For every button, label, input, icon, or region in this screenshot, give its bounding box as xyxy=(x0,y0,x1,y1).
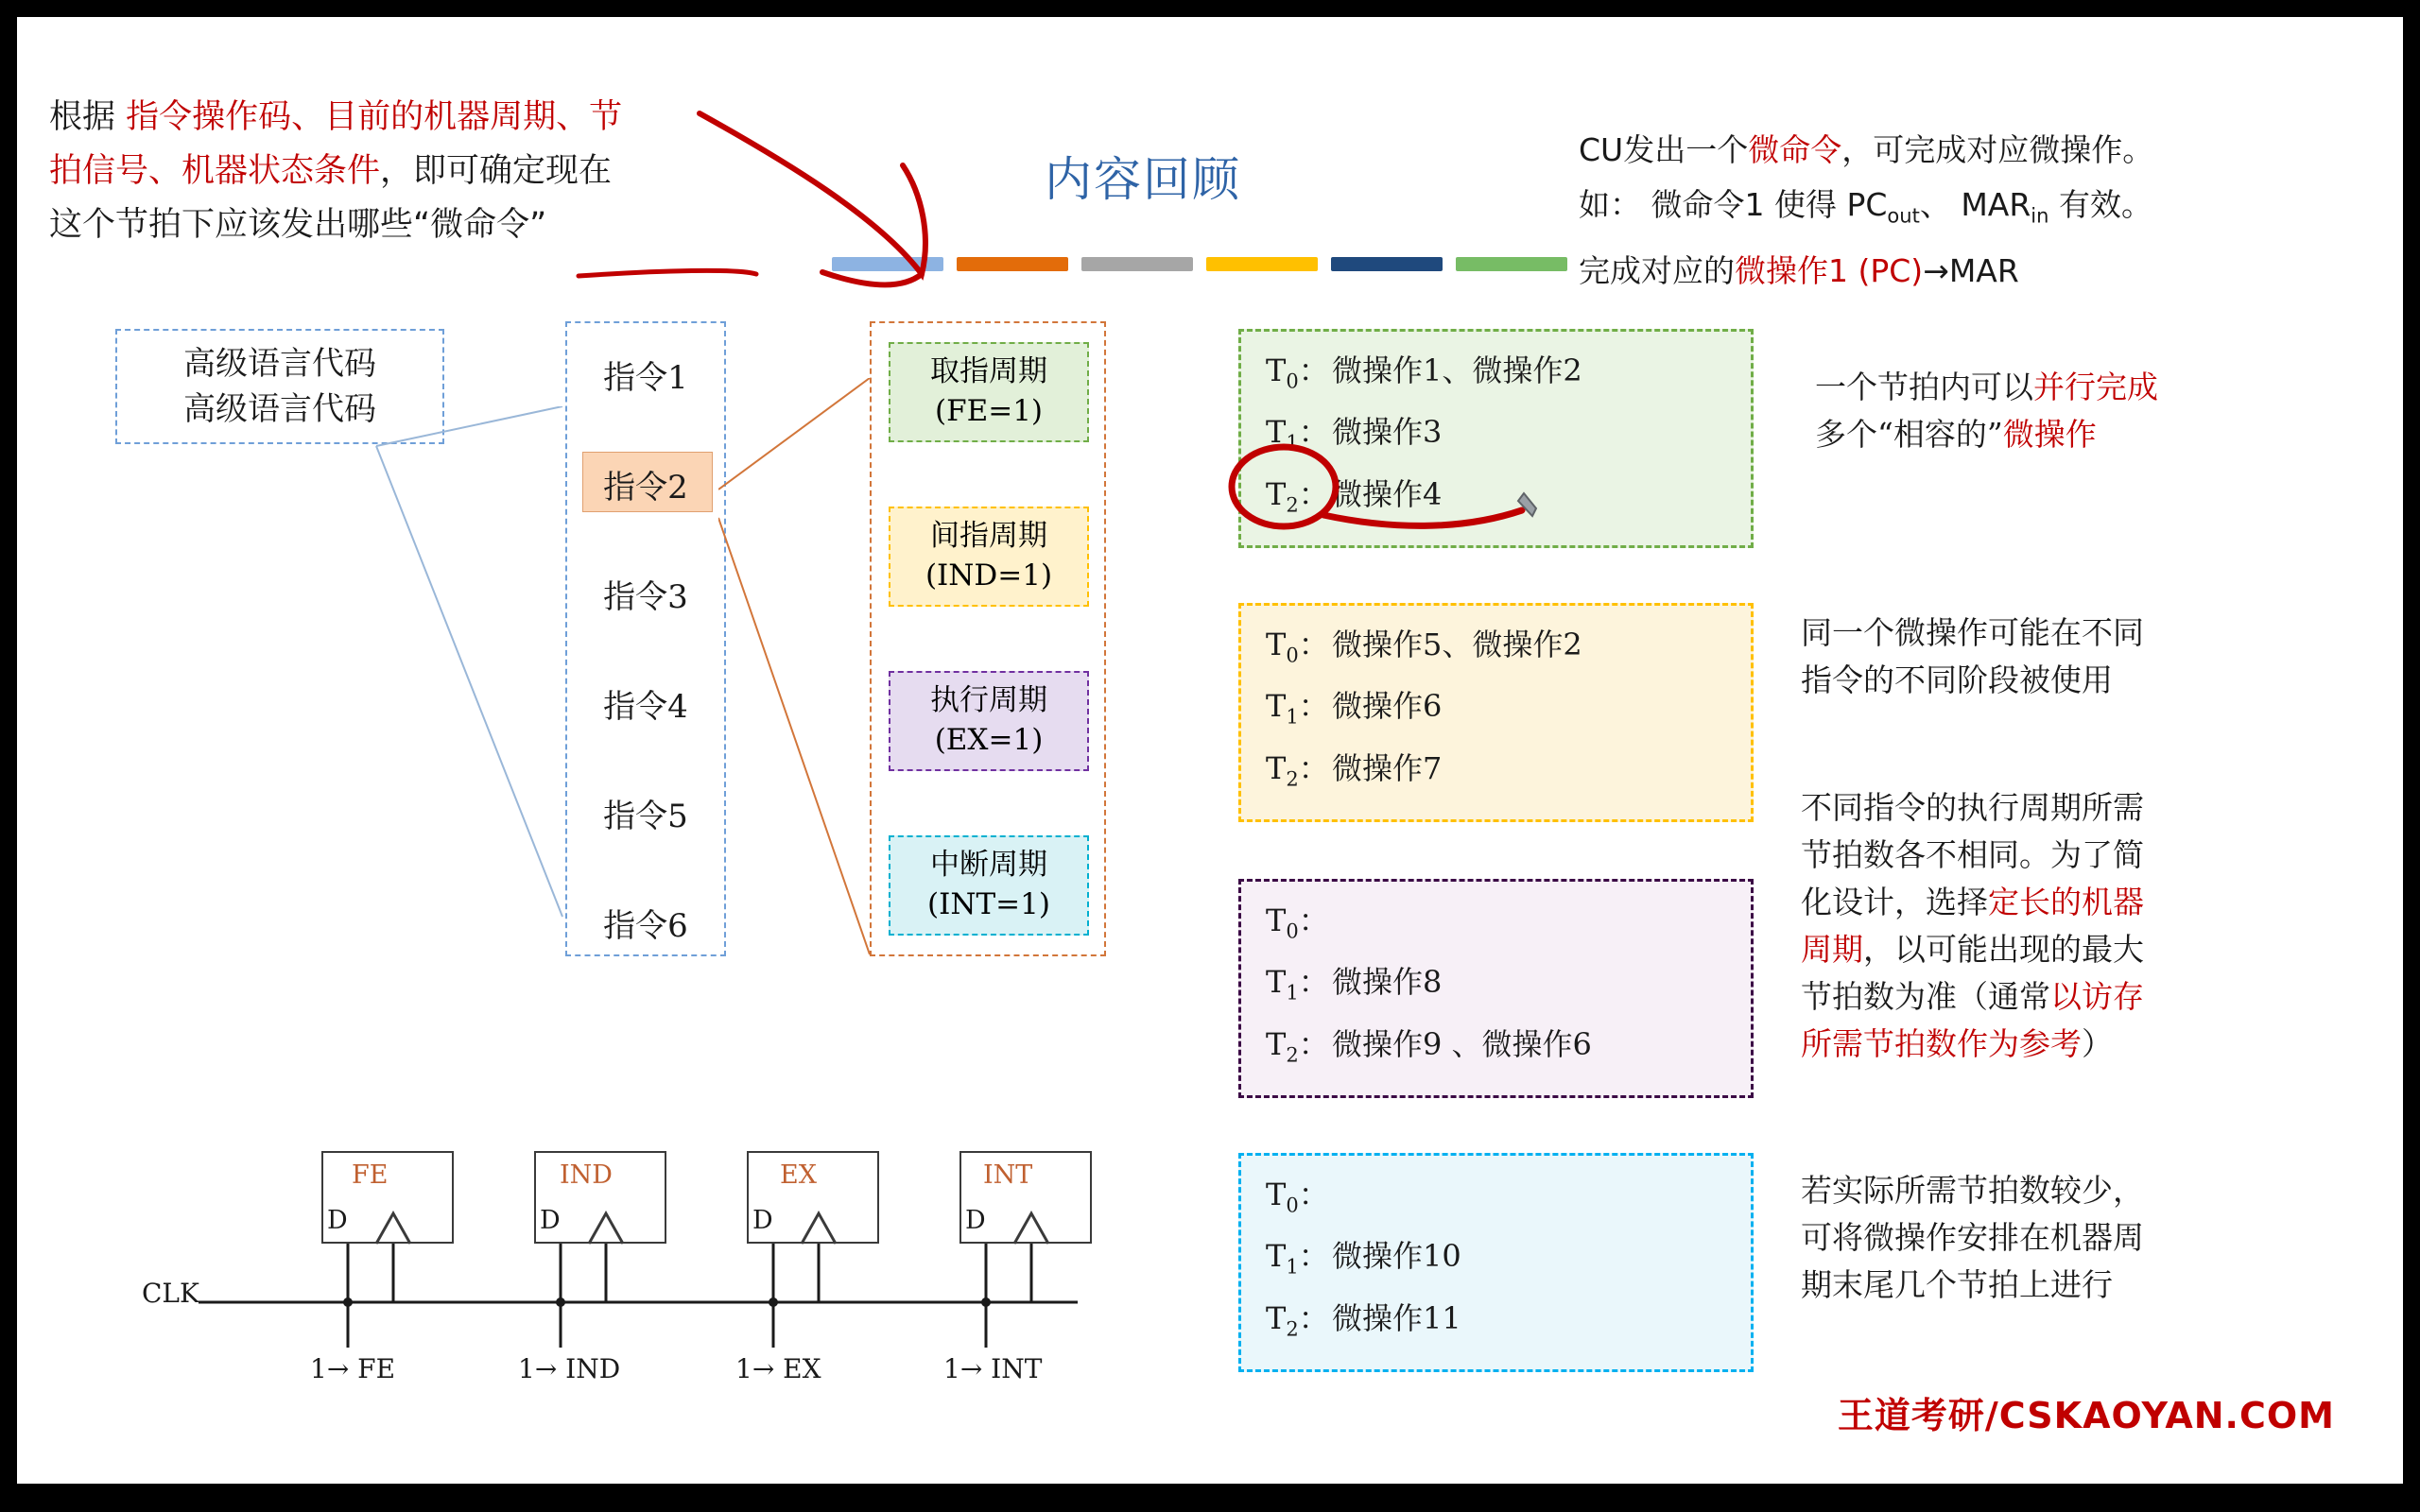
code-line-1: 高级语言代码 xyxy=(183,390,376,428)
annotation-red-1: 指令操作码、目前的机器周期、节 xyxy=(126,98,623,136)
note-fixed-line2: 节拍数各不相同。为了简 xyxy=(1801,836,2144,873)
cycle-indirect[interactable] xyxy=(889,507,1089,607)
micro-op-box-indirect xyxy=(1238,603,1754,822)
letterbox-right xyxy=(2403,0,2420,1512)
note-tail-line2: 可将微操作安排在机器周 xyxy=(1801,1219,2144,1256)
t-text: 微操作1、微操作2 xyxy=(1332,352,1582,388)
tr-line3-a: 完成对应的 xyxy=(1579,251,1735,289)
t-row: $T_0$： 微操作5、微操作2 xyxy=(1266,627,1582,667)
note-reuse-line2: 指令的不同阶段被使用 xyxy=(1801,662,2113,698)
connector-lines xyxy=(369,406,586,936)
title-bar-3 xyxy=(1206,257,1318,271)
title-bar-4 xyxy=(1331,257,1443,271)
t-text: 微操作3 xyxy=(1332,414,1443,451)
t-sub: 1 xyxy=(1286,1255,1299,1279)
flipflop-d-ind: D xyxy=(540,1206,561,1235)
watermark: 王道考研/CSKAOYAN.COM xyxy=(1837,1395,2335,1436)
flipflop-input-ind: 1→ IND xyxy=(518,1353,621,1384)
flipflop-label-fe: FE xyxy=(352,1160,389,1190)
t-row: $T_2$： 微操作9 、微操作6 xyxy=(1266,1025,1592,1067)
cycle-interrupt-line1: 中断周期 xyxy=(930,848,1047,882)
letterbox-top xyxy=(0,0,2420,17)
letterbox-bottom xyxy=(0,1484,2420,1512)
note-fixed-line3-red: 定长的机器 xyxy=(1988,884,2144,920)
t-sub: 2 xyxy=(1286,767,1299,791)
flipflop-diagram xyxy=(142,1115,1134,1474)
t-sub: 0 xyxy=(1286,644,1299,667)
tr-line2-b: 、 MAR xyxy=(1919,186,2031,223)
t-text: 微操作5、微操作2 xyxy=(1332,627,1582,662)
note-parallel-line2-red: 微操作 xyxy=(2002,416,2097,453)
note-tail-line1: 若实际所需节拍数较少， xyxy=(1801,1172,2144,1209)
clk-label: CLK xyxy=(142,1278,199,1309)
t-row: $T_2$： 微操作4 xyxy=(1266,475,1443,517)
letterbox-left xyxy=(0,0,17,1512)
note-fixed-line4-b: ，以可能出现的最大 xyxy=(1863,931,2144,968)
t-row: $T_2$： 微操作11 xyxy=(1266,1299,1461,1341)
cycle-interrupt[interactable] xyxy=(889,835,1089,936)
flipflop-input-ex: 1→ EX xyxy=(735,1353,821,1384)
note-fixed-line3-a: 化设计，选择 xyxy=(1801,884,1988,920)
t-sub: 0 xyxy=(1286,919,1299,943)
t-sub: 0 xyxy=(1286,369,1299,393)
t-text: 微操作7 xyxy=(1332,749,1443,786)
note-parallel-line1-red: 并行完成 xyxy=(2033,369,2158,405)
note-fixed-line4-red: 周期 xyxy=(1801,931,1863,968)
cycle-interrupt-line2: (INT=1) xyxy=(927,887,1050,921)
note-tail-line3: 期末尾几个节拍上进行 xyxy=(1801,1266,2113,1303)
annotation-line-3: 这个节拍下应该发出哪些“微命令” xyxy=(49,206,547,244)
t-sub: 2 xyxy=(1286,1043,1299,1067)
t-sub: 2 xyxy=(1286,493,1299,517)
flipflop-d-fe: D xyxy=(327,1206,348,1235)
tr-line1-b: ，可完成对应微操作。 xyxy=(1841,131,2154,168)
t-row: $T_1$： 微操作10 xyxy=(1266,1238,1461,1279)
t-row: $T_1$： 微操作3 xyxy=(1266,414,1443,455)
tr-line2-c: 有效。 xyxy=(2048,186,2152,223)
cycle-execute[interactable] xyxy=(889,671,1089,771)
flipflop-d-ex: D xyxy=(752,1206,773,1235)
t-sub: 1 xyxy=(1286,981,1299,1005)
title-bar-0 xyxy=(832,257,943,271)
flipflop-d-int: D xyxy=(965,1206,986,1235)
note-fixed-line5-red: 以访存 xyxy=(2050,978,2144,1015)
t-text: 微操作6 xyxy=(1332,688,1443,725)
t-text: 微操作8 xyxy=(1332,964,1443,1001)
title-color-bars xyxy=(832,257,1567,271)
cycle-fetch-line1: 取指周期 xyxy=(930,354,1047,388)
note-top-right xyxy=(1579,123,2411,299)
title-bar-1 xyxy=(957,257,1068,271)
annotation-prefix: 根据 xyxy=(49,98,127,136)
annotation-rest-2: ，即可确定现在 xyxy=(380,152,613,190)
note-fixed-line6-b: ） xyxy=(2082,1025,2113,1062)
tr-line2-a: 如： 微命令1 使得 PC xyxy=(1579,186,1888,223)
tr-line1-red: 微命令 xyxy=(1748,131,1842,168)
note-fixed-line5-a: 节拍数为准（通常 xyxy=(1801,978,2050,1015)
t-text: 微操作4 xyxy=(1332,475,1443,512)
note-tail-arrange xyxy=(1801,1167,2144,1309)
flipflop-input-int: 1→ INT xyxy=(943,1353,1043,1384)
t-sub: 2 xyxy=(1286,1317,1299,1341)
t-text: 微操作11 xyxy=(1332,1299,1461,1336)
instruction-item-5[interactable]: 指令5 xyxy=(603,798,688,835)
note-parallel-line1-a: 一个节拍内可以 xyxy=(1815,369,2033,405)
tr-line2-sub2: in xyxy=(2031,204,2049,228)
instruction-item-2[interactable]: 指令2 xyxy=(603,469,688,507)
note-fixed-cycle xyxy=(1801,784,2144,1068)
micro-op-box-interrupt xyxy=(1238,1153,1754,1372)
flipflop-label-int: INT xyxy=(983,1160,1033,1190)
flipflop-input-fe: 1→ FE xyxy=(310,1353,396,1384)
annotation-top-left xyxy=(49,91,900,252)
t-row: $T_0$： xyxy=(1266,902,1329,943)
micro-op-box-fetch xyxy=(1238,329,1754,548)
cycle-indirect-line2: (IND=1) xyxy=(925,558,1053,593)
t-text: 微操作10 xyxy=(1332,1238,1461,1275)
flipflop-wiring xyxy=(142,1115,1134,1474)
flipflop-label-ex: EX xyxy=(780,1160,817,1190)
code-line-0: 高级语言代码 xyxy=(183,345,376,383)
note-parallel-line2-a: 多个“相容的” xyxy=(1815,416,2003,453)
t-row: $T_1$： 微操作8 xyxy=(1266,964,1443,1005)
cycle-fetch-line2: (FE=1) xyxy=(934,394,1044,428)
flipflop-label-ind: IND xyxy=(560,1160,613,1190)
tr-line2-sub1: out xyxy=(1887,204,1920,228)
cycle-execute-line2: (EX=1) xyxy=(934,723,1044,757)
note-parallel xyxy=(1815,364,2158,458)
t-row: $T_2$： 微操作7 xyxy=(1266,749,1443,791)
page-title: 内容回顾 xyxy=(1045,152,1241,207)
instruction-item-3[interactable]: 指令3 xyxy=(603,578,688,616)
t-sub: 1 xyxy=(1286,431,1299,455)
instruction-item-4[interactable]: 指令4 xyxy=(603,688,688,726)
instruction-list-box xyxy=(565,321,726,956)
title-bar-2 xyxy=(1081,257,1193,271)
tr-line3-b: →MAR xyxy=(1923,251,2019,289)
connector-lines-cycles xyxy=(718,378,879,964)
micro-op-box-execute xyxy=(1238,879,1754,1098)
note-fixed-line1: 不同指令的执行周期所需 xyxy=(1801,789,2144,826)
t-row: $T_0$： 微操作1、微操作2 xyxy=(1266,352,1582,393)
t-row: $T_0$： xyxy=(1266,1177,1329,1217)
t-row: $T_1$： 微操作6 xyxy=(1266,688,1443,729)
t-sub: 1 xyxy=(1286,705,1299,729)
t-sub: 0 xyxy=(1286,1194,1299,1217)
tr-line3-red: 微操作1 (PC) xyxy=(1735,251,1924,289)
tr-line1-a: CU发出一个 xyxy=(1579,131,1749,168)
cycle-execute-line1: 执行周期 xyxy=(930,683,1047,717)
note-reuse xyxy=(1801,610,2144,704)
cycle-indirect-line1: 间指周期 xyxy=(930,519,1047,553)
t-text: 微操作9 、微操作6 xyxy=(1332,1025,1592,1062)
cycle-fetch[interactable] xyxy=(889,342,1089,442)
title-bar-5 xyxy=(1456,257,1567,271)
annotation-red-2: 拍信号、机器状态条件 xyxy=(49,152,381,190)
note-fixed-line6-red: 所需节拍数作为参考 xyxy=(1801,1025,2082,1062)
instruction-item-6[interactable]: 指令6 xyxy=(603,907,688,945)
instruction-item-1[interactable]: 指令1 xyxy=(603,359,688,397)
note-reuse-line1: 同一个微操作可能在不同 xyxy=(1801,614,2144,651)
